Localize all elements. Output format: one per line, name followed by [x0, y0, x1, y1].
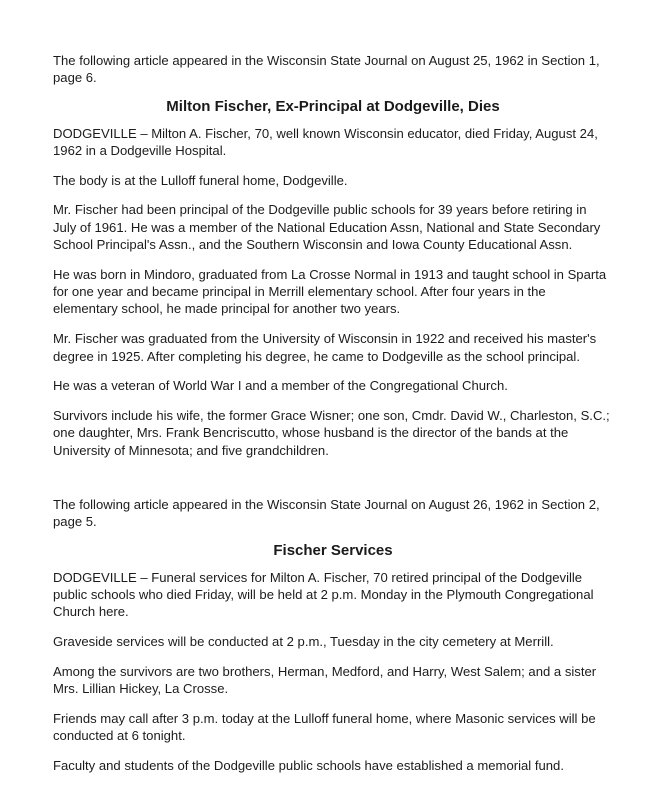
article-paragraph: The body is at the Lulloff funeral home, Dodgeville. [53, 172, 348, 188]
article-paragraph: Survivors include his wife, the former Grace Wisner; one son, Cmdr. David W., Charleston, S.C.; one daughter, Mrs. Frank Bencriscutto, whose husband is the director of the bands at the University of Minnesota; and five grandchildren. [53, 408, 610, 458]
article-source-note: The following article appeared in the Wisconsin State Journal on August 25, 1962 in Section 1, page 6. [53, 53, 600, 86]
article-services [53, 496, 613, 774]
article-paragraph: Among the survivors are two brothers, Herman, Medford, and Harry, West Salem; and a sister Mrs. Lillian Hickey, La Crosse. [53, 663, 597, 697]
article-paragraph: He was born in Mindoro, graduated from La Crosse Normal in 1913 and taught school in Sparta for one year and became principal in Merrill elementary school. After four years in the elementary school, he made principal for another two years. [53, 266, 607, 317]
article-paragraph: Mr. Fischer was graduated from the University of Wisconsin in 1922 and received his master's degree in 1925. After completing his degree, he came to Dodgeville as the school principal. [53, 331, 597, 364]
article-paragraph: DODGEVILLE – Milton A. Fischer, 70, well known Wisconsin educator, died Friday, August 24, 1962 in a Dodgeville Hospital. [53, 125, 598, 158]
article-paragraph: He was a veteran of World War I and a member of the Congregational Church. [53, 378, 508, 394]
article-paragraph: Faculty and students of the Dodgeville public schools have established a memorial fund. [53, 758, 564, 774]
article-headline: Fischer Services [273, 541, 393, 559]
article-source-note: The following article appeared in the Wisconsin State Journal on August 26, 1962 in Section 2, page 5. [53, 497, 600, 530]
article-paragraph: Mr. Fischer had been principal of the Dodgeville public schools for 39 years before retiring in July of 1961. He was a member of the National Education Assn, National and State Secondary School Principal's Assn., and the Southern Wisconsin and Iowa County Educational Assn. [53, 202, 601, 253]
article-obituary [53, 52, 613, 459]
article-paragraph: DODGEVILLE – Funeral services for Milton A. Fischer, 70 retired principal of the Dodgeville public schools who died Friday, will be held at 2 p.m. Monday in the Plymouth Congregational Church here. [53, 569, 594, 620]
article-paragraph: Friends may call after 3 p.m. today at the Lulloff funeral home, where Masonic services will be conducted at 6 tonight. [53, 710, 596, 744]
article-paragraph: Graveside services will be conducted at 2 p.m., Tuesday in the city cemetery at Merrill. [53, 634, 554, 650]
article-headline: Milton Fischer, Ex-Principal at Dodgeville, Dies [166, 97, 500, 115]
document-page [53, 52, 613, 787]
